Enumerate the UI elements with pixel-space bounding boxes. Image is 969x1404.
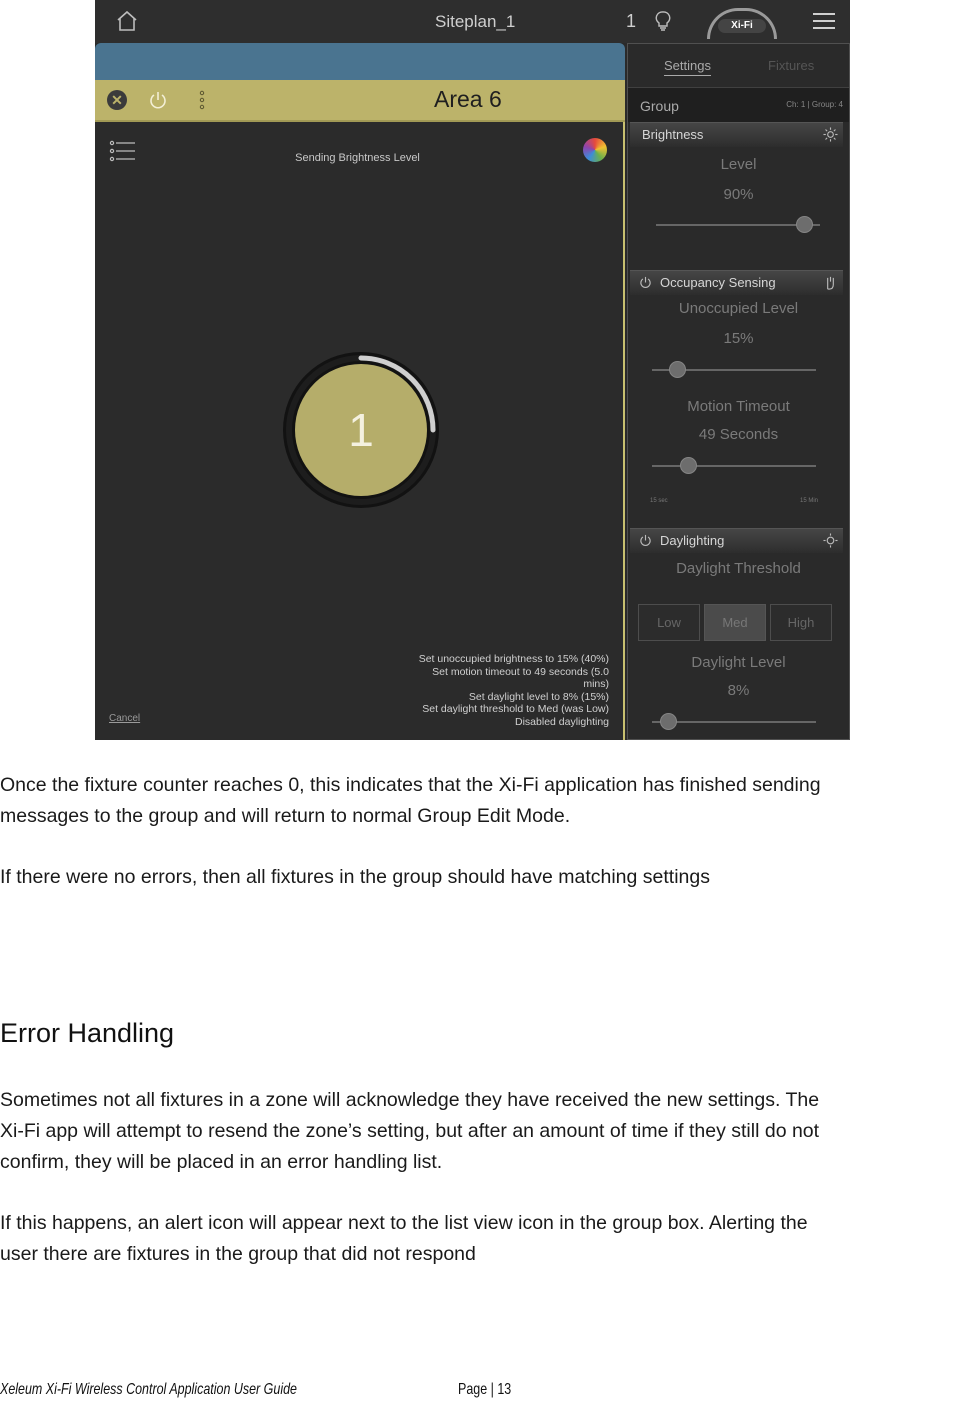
paragraph-2: If there were no errors, then all fixtures in the group should have matching settings xyxy=(0,866,710,888)
top-bar xyxy=(95,0,850,43)
log-line: Set unoccupied brightness to 15% (40%) xyxy=(418,653,609,665)
threshold-label: Daylight Threshold xyxy=(676,560,801,577)
bulb-icon[interactable] xyxy=(653,10,673,32)
threshold-low-button[interactable]: Low xyxy=(638,604,700,641)
area-title-bar xyxy=(95,80,625,122)
paragraph-3: Sometimes not all fixtures in a zone will acknowledge they have received the new settings. The Xi-Fi app will attempt to resend the zone’s setting, but after an amount of time if they still do not confirm, they will be placed in an error handling list. xyxy=(0,1089,820,1173)
siteplan-title: Siteplan_1 xyxy=(435,12,516,31)
siteplan-header-bar xyxy=(95,43,625,80)
group-row xyxy=(628,87,849,122)
daylight-sun-icon xyxy=(823,533,838,548)
log-line: Set motion timeout to 49 seconds (5.0 xyxy=(432,665,609,678)
motion-max-tick: 15 Min xyxy=(800,498,819,504)
log-line: Set daylight level to 8% (15%) xyxy=(468,690,609,703)
notification-count: 1 xyxy=(626,11,637,31)
tab-settings[interactable]: Settings xyxy=(664,58,711,76)
level-slider-knob[interactable] xyxy=(796,216,813,233)
fixture-counter-value: 1 xyxy=(348,404,374,456)
group-edit-panel xyxy=(95,122,625,740)
daylighting-header: Daylighting xyxy=(630,528,843,553)
level-label: Level xyxy=(720,156,757,173)
more-options-icon[interactable] xyxy=(199,90,205,110)
motion-slider-knob[interactable] xyxy=(680,457,697,474)
motion-slider-track[interactable] xyxy=(652,465,816,467)
motion-label: Motion Timeout xyxy=(687,398,790,415)
close-icon[interactable]: ✕ xyxy=(107,90,127,110)
tab-fixtures[interactable]: Fixtures xyxy=(768,58,815,73)
occupancy-header: Occupancy Sensing xyxy=(630,270,843,295)
app-screenshot xyxy=(95,0,850,740)
motion-value: 49 Seconds xyxy=(698,426,779,443)
change-log xyxy=(329,653,609,728)
group-label: Group xyxy=(640,98,679,114)
group-info: Ch: 1 | Group: 4 xyxy=(786,100,843,109)
hand-icon xyxy=(823,275,838,290)
footer-title: Xeleum Xi-Fi Wireless Control Application User Guide xyxy=(0,1381,297,1398)
threshold-med-button[interactable]: Med xyxy=(704,604,766,641)
log-line: Disabled daylighting xyxy=(515,715,609,728)
motion-min-tick: 15 sec xyxy=(650,498,668,504)
sun-icon xyxy=(823,127,838,142)
unoccupied-slider-knob[interactable] xyxy=(669,361,686,378)
log-line: mins) xyxy=(583,678,609,690)
daylight-level-label: Daylight Level xyxy=(691,654,786,671)
color-wheel-icon[interactable] xyxy=(583,138,607,162)
brightness-header: Brightness xyxy=(630,122,843,147)
power-icon[interactable] xyxy=(639,534,652,547)
area-title: Area 6 xyxy=(434,86,502,112)
daylight-level-value: 8% xyxy=(727,682,750,699)
hamburger-menu-icon[interactable] xyxy=(813,13,835,29)
xifi-logo: Xi-Fi xyxy=(707,8,777,39)
unoccupied-label: Unoccupied Level xyxy=(678,300,799,317)
power-icon[interactable] xyxy=(639,276,652,289)
sending-status: Sending Brightness Level xyxy=(295,152,420,164)
power-icon[interactable] xyxy=(147,89,169,111)
level-value: 90% xyxy=(723,186,754,203)
log-line: Set daylight threshold to Med (was Low) xyxy=(422,703,609,715)
cancel-link[interactable]: Cancel xyxy=(109,713,141,724)
threshold-high-button[interactable]: High xyxy=(770,604,832,641)
unoccupied-value: 15% xyxy=(723,330,754,347)
home-icon[interactable] xyxy=(115,9,139,33)
footer-page-number: Page | 13 xyxy=(458,1381,512,1398)
paragraph-4: If this happens, an alert icon will appear next to the list view icon in the group box. Alerting the user there are fixtures in the group that did not respond xyxy=(0,1212,808,1265)
settings-panel xyxy=(627,43,850,740)
daylight-slider-knob[interactable] xyxy=(660,713,677,730)
paragraph-1: Once the fixture counter reaches 0, this indicates that the Xi-Fi application has finished sending messages to the group and will return to normal Group Edit Mode. xyxy=(0,774,821,827)
section-heading: Error Handling xyxy=(0,1018,175,1048)
